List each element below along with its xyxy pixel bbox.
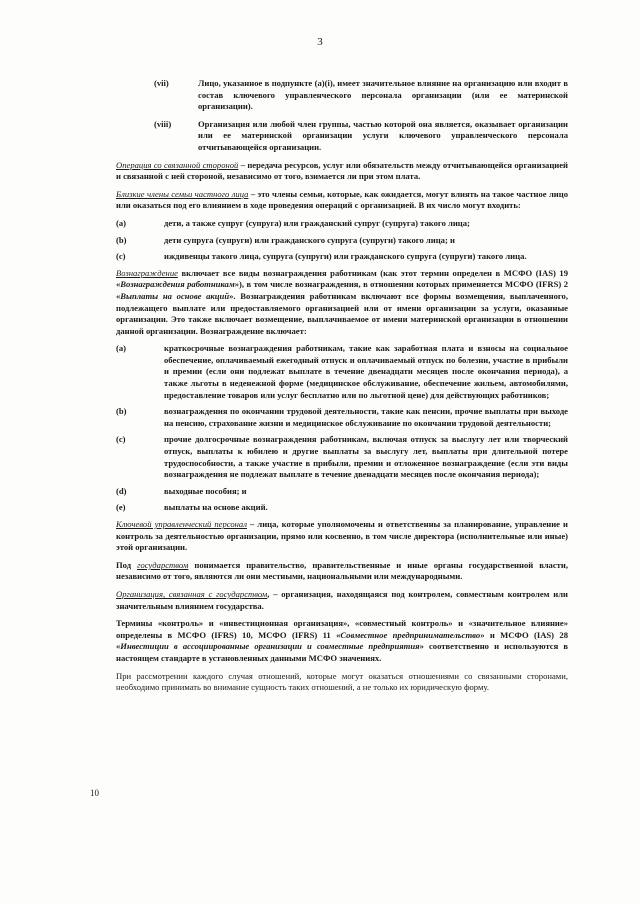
paragraph-margin-number: 10	[90, 788, 99, 798]
item-label: (c)	[116, 434, 126, 445]
defined-term: Ключевой управленческий персонал	[116, 519, 247, 529]
defined-term: государством	[137, 559, 189, 570]
item-label: (b)	[116, 406, 127, 417]
sub-item-viii	[116, 119, 568, 154]
paragraph-text: »), в том числе вознаграждения, в отношении которых применяется МСФО (IFRS) 2 «	[116, 279, 568, 301]
compensation-item-e	[116, 502, 568, 514]
paragraph-text: » и МСФО (IAS) 28 «	[116, 629, 568, 652]
item-text: выплаты на основе акций.	[164, 502, 268, 513]
paragraph-text: – лица, которые уполномочены и ответственны за планирование, управление и контроль за деятельностью организации, прямо или косвенно, в том числе директора (исполнительные или иные) этой организации.	[116, 519, 568, 553]
item-text: дети, а также супруг (супруга) или гражданский супруг (супруга) такого лица;	[164, 217, 470, 228]
family-item-a	[116, 218, 568, 230]
item-label: (d)	[116, 485, 127, 496]
compensation-item-d	[116, 486, 568, 498]
paragraph-compensation	[116, 268, 568, 338]
paragraph-text: ». Вознаграждения работникам включают все формы возмещения, выплаченного, подлежащего выплате или предоставляемого организацией или от имени организации за услуги, оказанные организации. Это также включает возмещение, выплачиваемое от имени материнской организации в отношении данной организации. Вознаграждение включает:	[116, 290, 568, 336]
item-label: (a)	[116, 343, 127, 354]
paragraph-text: » соответственно и используются в настоящем стандарте в установленных данными МСФО значениях.	[116, 641, 568, 663]
sub-item-vii	[116, 78, 568, 113]
sub-item-label: (vii)	[154, 78, 169, 88]
standard-title: Выплаты на основе акций	[120, 290, 230, 301]
compensation-item-a	[116, 343, 568, 401]
item-label: (e)	[116, 502, 126, 513]
paragraph-key-personnel	[116, 519, 568, 554]
item-text: выходные пособия; и	[164, 485, 247, 496]
standard-title: Вознаграждения работникам	[120, 279, 235, 290]
item-text: прочие долгосрочные вознаграждения работникам, включая отпуск за выслугу лет или творческий отпуск, выплаты к юбилею и другие выплаты за выслугу лет, выплаты при длительной потере трудоспособности, а также участие в прибыли, премии и отложенное вознаграждение (если эти виды вознаграждения не подлежат выплате в течение двенадцати месяцев после окончания периода);	[164, 434, 568, 480]
item-text: иждивенцы такого лица, супруга (супруги) или гражданского супруга (супруги) такого лица.	[164, 251, 527, 262]
standard-title: Инвестиции в ассоциированные организации и совместные предприятия	[120, 641, 420, 652]
paragraph-government-related	[116, 589, 568, 612]
defined-term: Организация, связанная с государством	[116, 588, 268, 599]
paragraph-text: Термины «контроль» и «инвестиционная организация», «совместный контроль» и «значительное влияние» определены в МСФО (IFRS) 10, МСФО (IFRS) 11 «	[116, 618, 568, 640]
standard-title: Совместное предпринимательство	[340, 629, 481, 640]
defined-term: Близкие члены семьи частного лица	[116, 188, 249, 199]
paragraph-substance-over-form: При рассмотрении каждого случая отношений, которые могут оказаться отношениями со связанными сторонами, необходимо принимать во внимание сущность таких отношений, а не только их юридическую форму.	[116, 670, 568, 693]
defined-term: Операция со связанной стороной	[116, 159, 239, 170]
sub-item-text: Лицо, указанное в подпункте (а)(i), имеет значительное влияние на организацию или входит в состав ключевого управленческого персонала организации (или ее материнской организации).	[198, 78, 568, 112]
sub-item-text: Организация или любой член группы, частью которой она является, оказывает организации или ее материнской организации услуги ключевого управленческого персонала отчитывающейся организации.	[198, 118, 568, 152]
item-label: (c)	[116, 251, 126, 262]
paragraph-government	[116, 560, 568, 583]
paragraph-text: включает все виды вознаграждения работникам (как этот термин определен в МСФО (IAS) 19 «	[116, 267, 568, 290]
defined-term: Вознаграждение	[116, 267, 178, 278]
item-label: (a)	[116, 217, 127, 228]
item-text: дети супруга (супруги) или гражданского супруга (супруги) такого лица; и	[164, 234, 455, 245]
paragraph-text: – это члены семьи, которые, как ожидается, могут влиять на такое частное лицо или оказаться под его влиянием в ходе проведения операций с организацией. В их число могут входить:	[116, 188, 569, 211]
compensation-item-b	[116, 406, 568, 429]
paragraph-close-family	[116, 189, 568, 212]
page-number: 3	[317, 36, 323, 48]
family-item-b	[116, 235, 568, 247]
item-text: вознаграждения по окончании трудовой деятельности, такие как пенсии, прочие выплаты при выходе на пенсию, страхование жизни и медицинское обслуживание по окончании трудовой деятельности;	[164, 406, 568, 428]
paragraph-related-party-transaction	[116, 160, 568, 183]
compensation-item-c	[116, 434, 568, 480]
paragraph-text: , – организация, находящаяся под контролем, совместным контролем или значительным влиянием государства.	[116, 588, 568, 611]
paragraph-terms	[116, 618, 568, 664]
item-label: (b)	[116, 234, 127, 245]
paragraph-text: – передача ресурсов, услуг или обязательств между отчитывающейся организацией и связанной с ней стороной, независимо от того, взимается ли при этом плата.	[116, 159, 568, 182]
family-item-c	[116, 251, 568, 263]
paragraph-text: Под	[116, 559, 138, 570]
item-text: краткосрочные вознаграждения работникам, такие как заработная плата и взносы на социальное обеспечение, оплачиваемый ежегодный отпуск и оплачиваемый отпуск по болезни, участие в прибыли и премии (если они подлежат выплате в течение двенадцати месяцев после окончания периода), а также льготы в неденежной форме (медицинское обслуживание, обеспечение жильем, автомобилями, предоставление товаров или услуг бесплатно или по льготной цене) для действующих работников;	[164, 343, 568, 400]
document-body	[116, 78, 568, 700]
sub-item-label: (viii)	[154, 118, 172, 129]
paragraph-text: понимается правительство, правительственные и иные органы государственной власти, независимо от того, являются ли они местными, национальными или международными.	[116, 559, 568, 582]
